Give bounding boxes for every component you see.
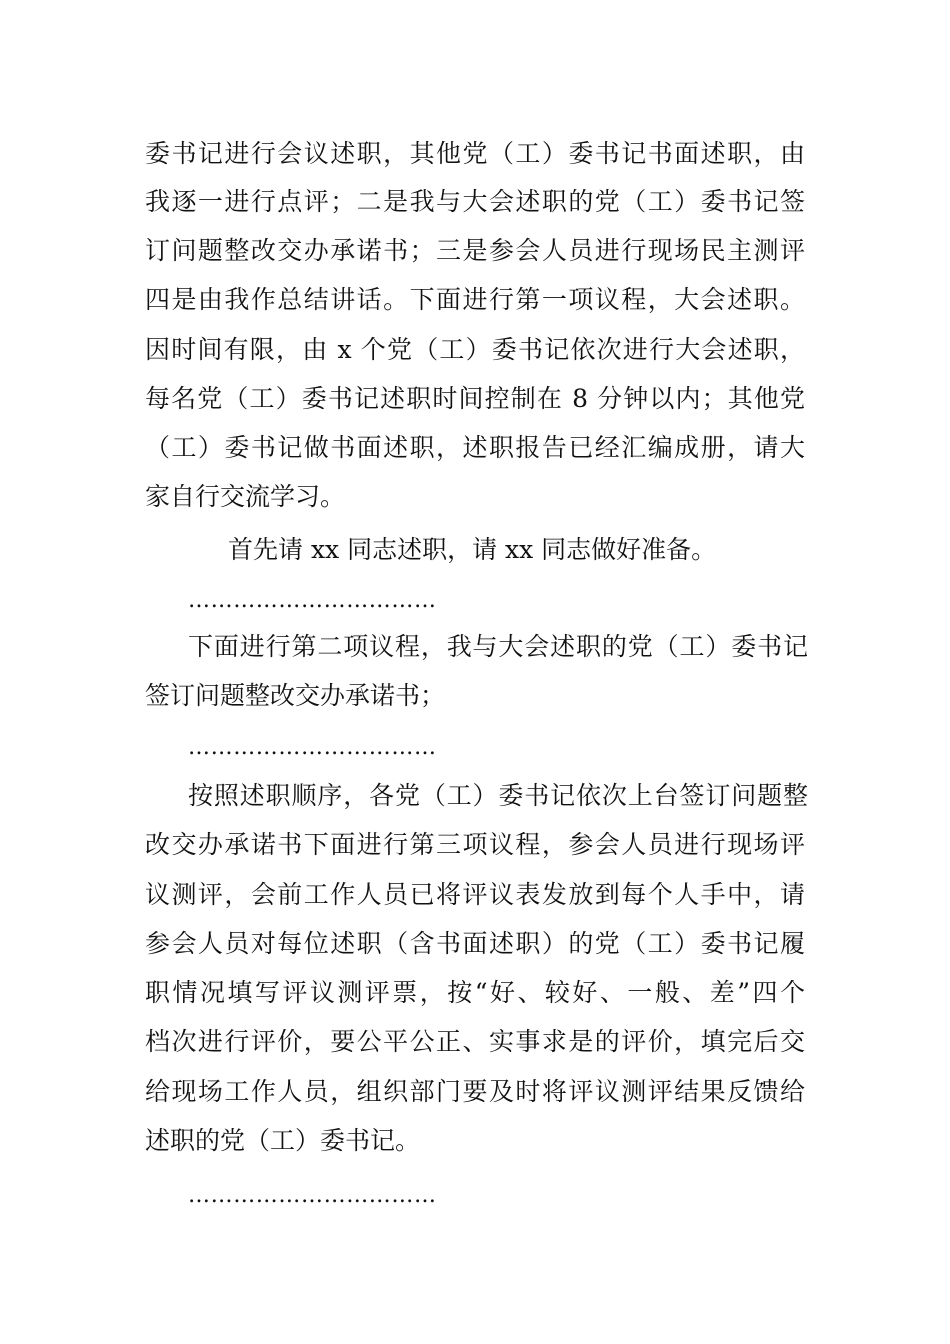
ellipsis-separator: ……………………………	[188, 1183, 437, 1208]
paragraph-3-line-2: 签订问题整改交办承诺书；	[145, 681, 446, 710]
text-line: （工）委书记做书面述职，述职报告已经汇编成册，请大	[145, 433, 805, 462]
text-line: 委书记进行会议述职，其他党（工）委书记书面述职，由	[145, 139, 805, 168]
text-line: 我逐一进行点评；二是我与大会述职的党（工）委书记签	[145, 187, 805, 216]
text-line: 订问题整改交办承诺书；三是参会人员进行现场民主测评	[145, 236, 805, 265]
text-line: 档次进行评价，要公平公正、实事求是的评价，填完后交	[145, 1027, 805, 1056]
text-line: 因时间有限，由 x 个党（工）委书记依次进行大会述职，	[145, 335, 805, 364]
paragraph-4-line-1: 按照述职顺序，各党（工）委书记依次上台签订问题整	[188, 781, 808, 810]
text-line: 议测评，会前工作人员已将评议表发放到每个人手中，请	[145, 880, 805, 909]
ellipsis-separator: ……………………………	[188, 735, 437, 760]
text-line: 家自行交流学习。	[145, 482, 346, 511]
text-line: 每名党（工）委书记述职时间控制在 8 分钟以内；其他党	[145, 384, 805, 413]
paragraph-2: 首先请 xx 同志述职，请 xx 同志做好准备。	[228, 535, 717, 564]
text-line: 职情况填写评议测评票，按“好、较好、一般、差”四个	[145, 978, 805, 1007]
text-line: 述职的党（工）委书记。	[145, 1126, 421, 1155]
text-line: 改交办承诺书下面进行第三项议程，参会人员进行现场评	[145, 830, 805, 859]
text-line: 给现场工作人员，组织部门要及时将评议测评结果反馈给	[145, 1077, 805, 1106]
text-line: 四是由我作总结讲话。下面进行第一项议程，大会述职。	[145, 285, 805, 314]
text-line: 参会人员对每位述职（含书面述职）的党（工）委书记履	[145, 929, 805, 958]
ellipsis-separator: ……………………………	[188, 588, 437, 613]
paragraph-3-line-1: 下面进行第二项议程，我与大会述职的党（工）委书记	[188, 632, 808, 661]
